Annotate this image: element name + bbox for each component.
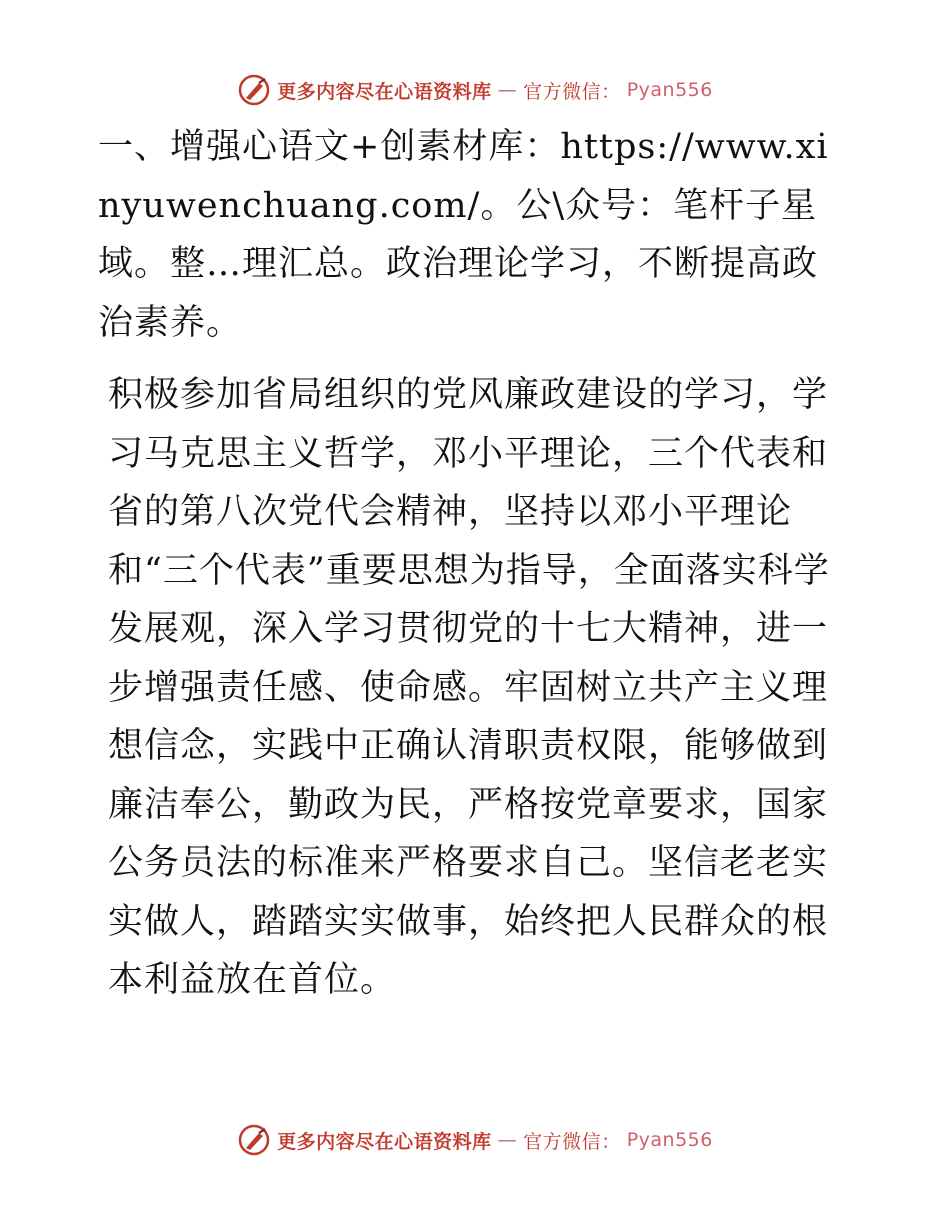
watermark-wechat-id: Pyan556 <box>626 1129 713 1151</box>
quill-seal-logo-icon <box>237 73 271 107</box>
footer-watermark <box>0 1120 950 1160</box>
watermark-dash: — <box>497 1129 518 1151</box>
watermark-wechat-id: Pyan556 <box>626 79 713 101</box>
paragraph-2: 积极参加省局组织的党风廉政建设的学习，学习马克思主义哲学，邓小平理论，三个代表和省的第八次党代会精神，坚持以邓小平理论和“三个代表”重要思想为指导，全面落实科学发展观，深入学习贯彻党的十七大精神，进一步增强责任感、使命感。牢固树立共产主义理想信念，实践中正确认清职责权限，能够做到廉洁奉公，勤政为民，严格按党章要求，国家公务员法的标准来严格要求自己。坚信老老实实做人，踏踏实实做事，始终把人民群众的根本利益放在首位。 <box>108 375 830 1000</box>
watermark-wechat-label: 官方微信： <box>523 1130 621 1153</box>
quill-seal-logo-icon <box>237 1123 271 1157</box>
document-body <box>98 118 850 1010</box>
watermark-main-text: 更多内容尽在心语资料库 <box>277 80 492 103</box>
watermark-dash: — <box>497 79 518 101</box>
watermark-main-text: 更多内容尽在心语资料库 <box>277 1130 492 1153</box>
watermark-wechat-label: 官方微信： <box>523 80 621 103</box>
header-watermark <box>0 70 950 110</box>
paragraph-1: 一、增强心语文+创素材库：https://www.xinyuwenchuang.com/。公\众号：笔杆子星域。整…理汇总。政治理论学习，不断提高政治素养。 <box>98 127 829 343</box>
